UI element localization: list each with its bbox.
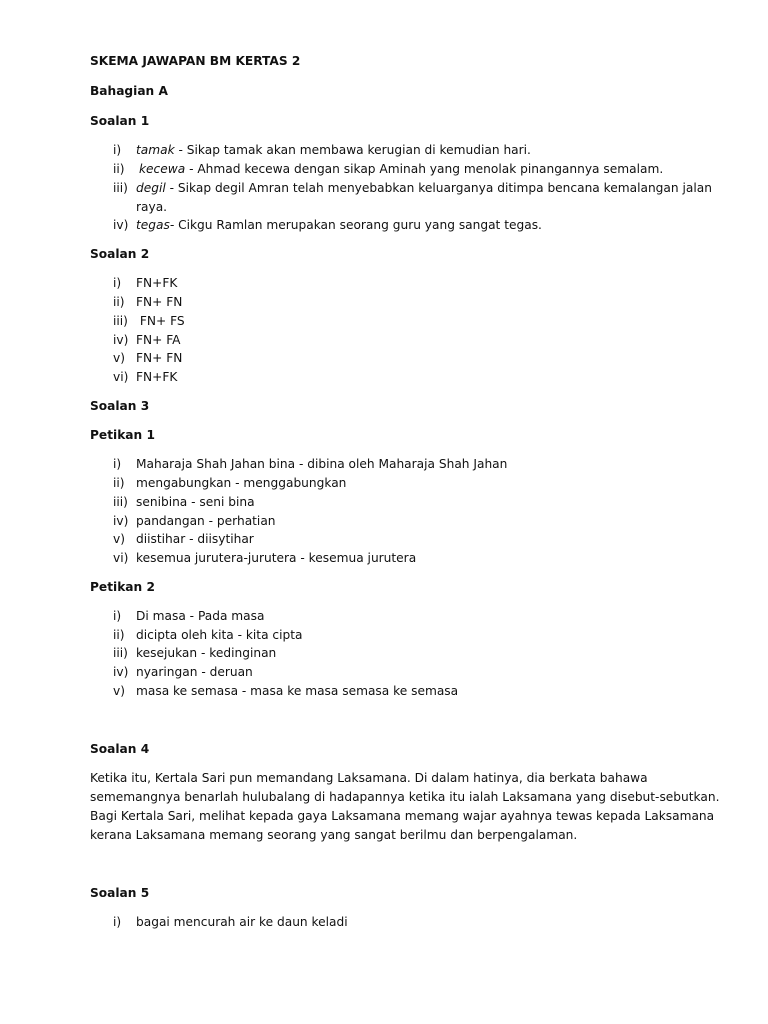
list-number: iii) [113, 314, 128, 328]
question-3-heading: Soalan 3 [90, 399, 150, 413]
list-item: masa ke semasa - masa ke masa semasa ke semasa [136, 684, 459, 698]
list-number: vi) [113, 551, 129, 565]
list-number: iv) [113, 665, 129, 679]
list-number: i) [113, 143, 122, 157]
list-item [136, 218, 542, 232]
list-item: Di masa - Pada masa [136, 609, 265, 623]
list-item: dicipta oleh kita - kita cipta [136, 628, 303, 642]
answer-sentence: - Ahmad kecewa dengan sikap Aminah yang menolak pinangannya semalam. [185, 162, 664, 176]
list-item [139, 162, 663, 176]
list-number: iv) [113, 333, 129, 347]
list-item: bagai mencurah air ke daun keladi [136, 915, 348, 929]
list-item: Maharaja Shah Jahan bina - dibina oleh Maharaja Shah Jahan [136, 457, 508, 471]
list-number: i) [113, 457, 122, 471]
list-item: FN+ FA [136, 333, 181, 347]
question-1-heading: Soalan 1 [90, 114, 150, 128]
paragraph-line: sememangnya benarlah hulubalang di hadapannya ketika itu ialah Laksamana yang disebut-sebutkan. [90, 790, 720, 804]
list-number: i) [113, 276, 122, 290]
paragraph-line: Ketika itu, Kertala Sari pun memandang Laksamana. Di dalam hatinya, dia berkata bahawa [90, 771, 648, 785]
paragraph-line: kerana Laksamana memang seorang yang sangat berilmu dan berpengalaman. [90, 828, 578, 842]
question-4-heading: Soalan 4 [90, 742, 150, 756]
question-5-heading: Soalan 5 [90, 886, 150, 900]
paragraph-line: Bagi Kertala Sari, melihat kepada gaya Laksamana memang wajar ayahnya tewas kepada Laksamana [90, 809, 715, 823]
list-item: mengabungkan - menggabungkan [136, 476, 347, 490]
answer-word: tegas- [136, 218, 175, 232]
list-number: i) [113, 915, 122, 929]
list-item: FN+ FN [136, 295, 183, 309]
list-item: diistihar - diisytihar [136, 532, 254, 546]
list-item-continuation: raya. [136, 200, 168, 214]
list-item: FN+FK [136, 370, 178, 384]
list-item: FN+FK [136, 276, 178, 290]
list-item: kesejukan - kedinginan [136, 646, 277, 660]
list-number: i) [113, 609, 122, 623]
list-number: iii) [113, 181, 128, 195]
answer-word: kecewa [139, 162, 186, 176]
list-item: kesemua jurutera-jurutera - kesemua jurutera [136, 551, 417, 565]
list-number: ii) [113, 628, 125, 642]
list-number: ii) [113, 295, 125, 309]
document-title: SKEMA JAWAPAN BM KERTAS 2 [90, 54, 301, 68]
list-number: iii) [113, 646, 128, 660]
list-item: FN+ FN [136, 351, 183, 365]
list-number: iv) [113, 514, 129, 528]
section-heading: Bahagian A [90, 84, 168, 98]
list-item: nyaringan - deruan [136, 665, 253, 679]
list-item [136, 181, 712, 195]
list-number: vi) [113, 370, 129, 384]
list-number: iii) [113, 495, 128, 509]
passage-1-heading: Petikan 1 [90, 428, 155, 442]
answer-word: tamak [136, 143, 175, 157]
list-number: v) [113, 532, 125, 546]
list-number: ii) [113, 162, 125, 176]
answer-word: degil [136, 181, 166, 195]
list-item [136, 143, 531, 157]
list-number: v) [113, 351, 125, 365]
list-number: iv) [113, 218, 129, 232]
question-2-heading: Soalan 2 [90, 247, 150, 261]
list-number: ii) [113, 476, 125, 490]
answer-sentence: Cikgu Ramlan merupakan seorang guru yang sangat tegas. [174, 218, 542, 232]
list-item: FN+ FS [136, 314, 185, 328]
list-item: pandangan - perhatian [136, 514, 276, 528]
list-item: senibina - seni bina [136, 495, 255, 509]
passage-2-heading: Petikan 2 [90, 580, 155, 594]
list-number: v) [113, 684, 125, 698]
answer-sentence: - Sikap tamak akan membawa kerugian di kemudian hari. [174, 143, 531, 157]
answer-sentence: - Sikap degil Amran telah menyebabkan keluarganya ditimpa bencana kemalangan jalan [165, 181, 712, 195]
